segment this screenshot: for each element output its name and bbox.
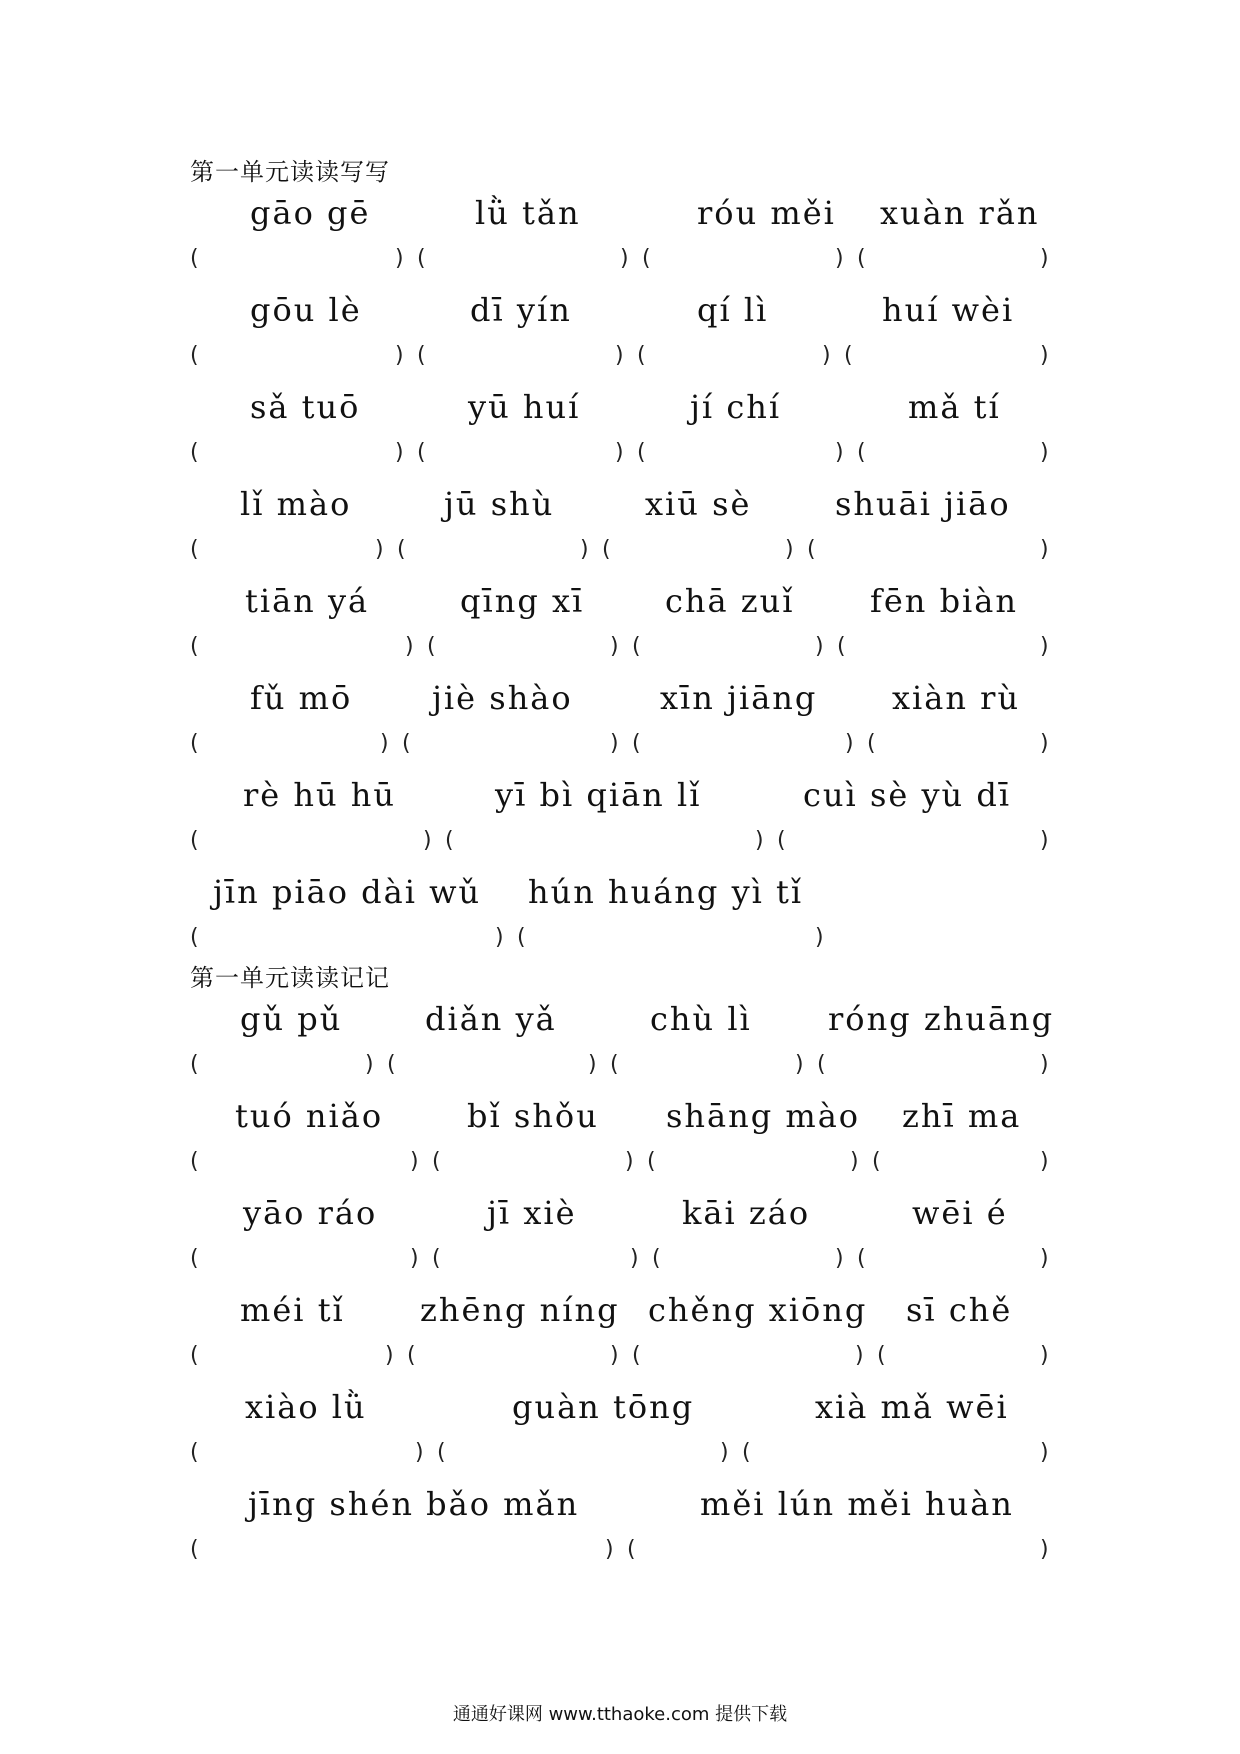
pinyin-word: jū shù [444, 485, 555, 523]
pinyin-row [0, 1291, 1240, 1331]
pinyin-word: xià mǎ wēi [815, 1388, 1009, 1426]
pinyin-word: qīng xī [460, 582, 585, 620]
pinyin-word: chā zuǐ [665, 582, 795, 620]
answer-blank-row [0, 828, 1240, 858]
blank-open-paren[interactable]: ( [610, 1052, 619, 1077]
blank-close-paren[interactable]: ) [380, 731, 389, 756]
pinyin-word: diǎn yǎ [425, 1000, 557, 1038]
blank-open-paren[interactable]: ( [872, 1149, 881, 1174]
pinyin-word: gōu lè [250, 291, 362, 329]
answer-blank-row [0, 1052, 1240, 1082]
blank-close-paren[interactable]: ) [615, 440, 624, 465]
blank-close-paren[interactable]: ) [615, 343, 624, 368]
pinyin-word: jiè shào [432, 679, 573, 717]
blank-close-paren[interactable]: ) [850, 1149, 859, 1174]
pinyin-word: lǜ tǎn [475, 194, 581, 232]
blank-open-paren[interactable]: ( [632, 731, 641, 756]
blank-close-paren[interactable]: ) [795, 1052, 804, 1077]
pinyin-word: xiū sè [645, 485, 752, 523]
blank-close-paren[interactable]: ) [410, 1149, 419, 1174]
blank-open-paren[interactable]: ( [190, 1246, 199, 1271]
blank-close-paren[interactable]: ) [1040, 1343, 1049, 1368]
pinyin-word: gāo gē [250, 194, 371, 232]
pinyin-word: yāo ráo [243, 1194, 378, 1232]
blank-open-paren[interactable]: ( [867, 731, 876, 756]
footer-credit: 通通好课网 www.tthaoke.com 提供下载 [452, 1704, 788, 1725]
blank-open-paren[interactable]: ( [190, 1052, 199, 1077]
blank-close-paren[interactable]: ) [822, 343, 831, 368]
blank-open-paren[interactable]: ( [190, 1149, 199, 1174]
answer-blank-row [0, 537, 1240, 567]
blank-open-paren[interactable]: ( [445, 828, 454, 853]
pinyin-word: jīn piāo dài wǔ [213, 873, 482, 911]
pinyin-word: sǎ tuō [250, 388, 361, 426]
blank-open-paren[interactable]: ( [642, 246, 651, 271]
blank-open-paren[interactable]: ( [857, 246, 866, 271]
answer-blank-row [0, 925, 1240, 955]
blank-open-paren[interactable]: ( [190, 1343, 199, 1368]
blank-open-paren[interactable]: ( [190, 634, 199, 659]
blank-close-paren[interactable]: ) [835, 440, 844, 465]
blank-open-paren[interactable]: ( [627, 1537, 636, 1562]
pinyin-word: bǐ shǒu [467, 1097, 599, 1135]
pinyin-word: fēn biàn [870, 582, 1018, 620]
blank-close-paren[interactable]: ) [605, 1537, 614, 1562]
pinyin-row [0, 582, 1240, 622]
pinyin-row [0, 1194, 1240, 1234]
blank-close-paren[interactable]: ) [580, 537, 589, 562]
section-title-du-du-xie-xie: 第一单元读读写写 [190, 158, 390, 186]
blank-close-paren[interactable]: ) [405, 634, 414, 659]
blank-close-paren[interactable]: ) [1040, 1537, 1049, 1562]
pinyin-word: chěng xiōng [648, 1291, 868, 1329]
blank-close-paren[interactable]: ) [385, 1343, 394, 1368]
pinyin-word: yū huí [468, 388, 581, 426]
blank-open-paren[interactable]: ( [432, 1149, 441, 1174]
pinyin-word: yī bì qiān lǐ [495, 776, 702, 814]
pinyin-word: mǎ tí [908, 388, 1001, 426]
blank-open-paren[interactable]: ( [647, 1149, 656, 1174]
blank-close-paren[interactable]: ) [1040, 440, 1049, 465]
blank-close-paren[interactable]: ) [1040, 1246, 1049, 1271]
pinyin-word: wēi é [912, 1194, 1008, 1232]
section-title-du-du-ji-ji: 第一单元读读记记 [190, 964, 390, 992]
pinyin-word: měi lún měi huàn [700, 1485, 1014, 1523]
blank-close-paren[interactable]: ) [610, 634, 619, 659]
pinyin-word: guàn tōng [512, 1388, 695, 1426]
pinyin-word: jī xiè [487, 1194, 577, 1232]
pinyin-word: dī yín [470, 291, 572, 329]
blank-open-paren[interactable]: ( [427, 634, 436, 659]
blank-close-paren[interactable]: ) [610, 731, 619, 756]
blank-close-paren[interactable]: ) [1040, 343, 1049, 368]
pinyin-word: xiàn rù [892, 679, 1021, 717]
blank-open-paren[interactable]: ( [190, 246, 199, 271]
answer-blank-row [0, 634, 1240, 664]
pinyin-word: shāng mào [666, 1097, 861, 1135]
blank-open-paren[interactable]: ( [652, 1246, 661, 1271]
blank-close-paren[interactable]: ) [1040, 537, 1049, 562]
blank-close-paren[interactable]: ) [375, 537, 384, 562]
pinyin-row [0, 485, 1240, 525]
pinyin-row [0, 1388, 1240, 1428]
blank-open-paren[interactable]: ( [807, 537, 816, 562]
pinyin-word: xiào lǜ [245, 1388, 367, 1426]
blank-open-paren[interactable]: ( [190, 731, 199, 756]
answer-blank-row [0, 731, 1240, 761]
blank-open-paren[interactable]: ( [402, 731, 411, 756]
answer-blank-row [0, 1440, 1240, 1470]
blank-open-paren[interactable]: ( [844, 343, 853, 368]
blank-open-paren[interactable]: ( [417, 246, 426, 271]
pinyin-word: sī chě [906, 1291, 1013, 1329]
blank-close-paren[interactable]: ) [1040, 246, 1049, 271]
blank-open-paren[interactable]: ( [602, 537, 611, 562]
pinyin-word: fǔ mō [250, 679, 353, 717]
blank-close-paren[interactable]: ) [625, 1149, 634, 1174]
pinyin-word: tiān yá [245, 582, 370, 620]
answer-blank-row [0, 1246, 1240, 1276]
blank-close-paren[interactable]: ) [410, 1246, 419, 1271]
blank-open-paren[interactable]: ( [432, 1246, 441, 1271]
blank-open-paren[interactable]: ( [857, 440, 866, 465]
pinyin-word: jīng shén bǎo mǎn [248, 1485, 580, 1523]
blank-open-paren[interactable]: ( [637, 440, 646, 465]
blank-open-paren[interactable]: ( [632, 1343, 641, 1368]
blank-open-paren[interactable]: ( [517, 925, 526, 950]
pinyin-word: zhēng níng [420, 1291, 620, 1329]
blank-open-paren[interactable]: ( [417, 343, 426, 368]
pinyin-row [0, 388, 1240, 428]
pinyin-word: cuì sè yù dī [803, 776, 1012, 814]
blank-close-paren[interactable]: ) [1040, 828, 1049, 853]
answer-blank-row [0, 1149, 1240, 1179]
blank-open-paren[interactable]: ( [637, 343, 646, 368]
pinyin-word: kāi záo [682, 1194, 811, 1232]
blank-close-paren[interactable]: ) [815, 634, 824, 659]
blank-open-paren[interactable]: ( [190, 343, 199, 368]
blank-close-paren[interactable]: ) [395, 343, 404, 368]
blank-close-paren[interactable]: ) [610, 1343, 619, 1368]
answer-blank-row [0, 343, 1240, 373]
blank-open-paren[interactable]: ( [632, 634, 641, 659]
answer-blank-row [0, 1343, 1240, 1373]
pinyin-row [0, 679, 1240, 719]
blank-open-paren[interactable]: ( [190, 1537, 199, 1562]
blank-close-paren[interactable]: ) [395, 246, 404, 271]
blank-close-paren[interactable]: ) [1040, 1440, 1049, 1465]
blank-close-paren[interactable]: ) [1040, 731, 1049, 756]
blank-open-paren[interactable]: ( [877, 1343, 886, 1368]
blank-open-paren[interactable]: ( [857, 1246, 866, 1271]
blank-close-paren[interactable]: ) [755, 828, 764, 853]
blank-open-paren[interactable]: ( [190, 828, 199, 853]
pinyin-word: huí wèi [882, 291, 1015, 329]
blank-close-paren[interactable]: ) [415, 1440, 424, 1465]
blank-open-paren[interactable]: ( [407, 1343, 416, 1368]
pinyin-word: róng zhuāng [828, 1000, 1055, 1038]
pinyin-row [0, 873, 1240, 913]
blank-open-paren[interactable]: ( [437, 1440, 446, 1465]
blank-close-paren[interactable]: ) [1040, 634, 1049, 659]
answer-blank-row [0, 246, 1240, 276]
blank-open-paren[interactable]: ( [397, 537, 406, 562]
pinyin-word: chù lì [650, 1000, 752, 1038]
answer-blank-row [0, 440, 1240, 470]
blank-close-paren[interactable]: ) [835, 246, 844, 271]
pinyin-word: shuāi jiāo [835, 485, 1011, 523]
blank-open-paren[interactable]: ( [817, 1052, 826, 1077]
blank-close-paren[interactable]: ) [395, 440, 404, 465]
pinyin-word: róu měi [697, 194, 836, 232]
blank-close-paren[interactable]: ) [630, 1246, 639, 1271]
blank-open-paren[interactable]: ( [190, 440, 199, 465]
answer-blank-row [0, 1537, 1240, 1567]
blank-close-paren[interactable]: ) [588, 1052, 597, 1077]
pinyin-word: jí chí [690, 388, 782, 426]
pinyin-row [0, 1485, 1240, 1525]
pinyin-word: zhī ma [902, 1097, 1022, 1135]
pinyin-row [0, 1097, 1240, 1137]
blank-close-paren[interactable]: ) [1040, 1149, 1049, 1174]
blank-open-paren[interactable]: ( [777, 828, 786, 853]
blank-close-paren[interactable]: ) [785, 537, 794, 562]
blank-open-paren[interactable]: ( [837, 634, 846, 659]
blank-close-paren[interactable]: ) [423, 828, 432, 853]
blank-close-paren[interactable]: ) [365, 1052, 374, 1077]
blank-open-paren[interactable]: ( [742, 1440, 751, 1465]
blank-close-paren[interactable]: ) [845, 731, 854, 756]
blank-open-paren[interactable]: ( [417, 440, 426, 465]
blank-open-paren[interactable]: ( [387, 1052, 396, 1077]
blank-close-paren[interactable]: ) [495, 925, 504, 950]
pinyin-word: xuàn rǎn [880, 194, 1040, 232]
blank-open-paren[interactable]: ( [190, 537, 199, 562]
blank-close-paren[interactable]: ) [855, 1343, 864, 1368]
pinyin-word: lǐ mào [240, 485, 352, 523]
pinyin-word: hún huáng yì tǐ [528, 873, 804, 911]
pinyin-row [0, 291, 1240, 331]
pinyin-word: gǔ pǔ [240, 1000, 343, 1038]
pinyin-word: méi tǐ [240, 1291, 345, 1329]
blank-close-paren[interactable]: ) [835, 1246, 844, 1271]
blank-close-paren[interactable]: ) [1040, 1052, 1049, 1077]
blank-close-paren[interactable]: ) [815, 925, 824, 950]
blank-close-paren[interactable]: ) [720, 1440, 729, 1465]
blank-close-paren[interactable]: ) [620, 246, 629, 271]
pinyin-word: xīn jiāng [660, 679, 818, 717]
pinyin-word: qí lì [697, 291, 769, 329]
pinyin-row [0, 1000, 1240, 1040]
pinyin-word: rè hū hū [243, 776, 397, 814]
pinyin-row [0, 776, 1240, 816]
pinyin-word: tuó niǎo [235, 1097, 384, 1135]
pinyin-row [0, 194, 1240, 234]
blank-open-paren[interactable]: ( [190, 925, 199, 950]
blank-open-paren[interactable]: ( [190, 1440, 199, 1465]
